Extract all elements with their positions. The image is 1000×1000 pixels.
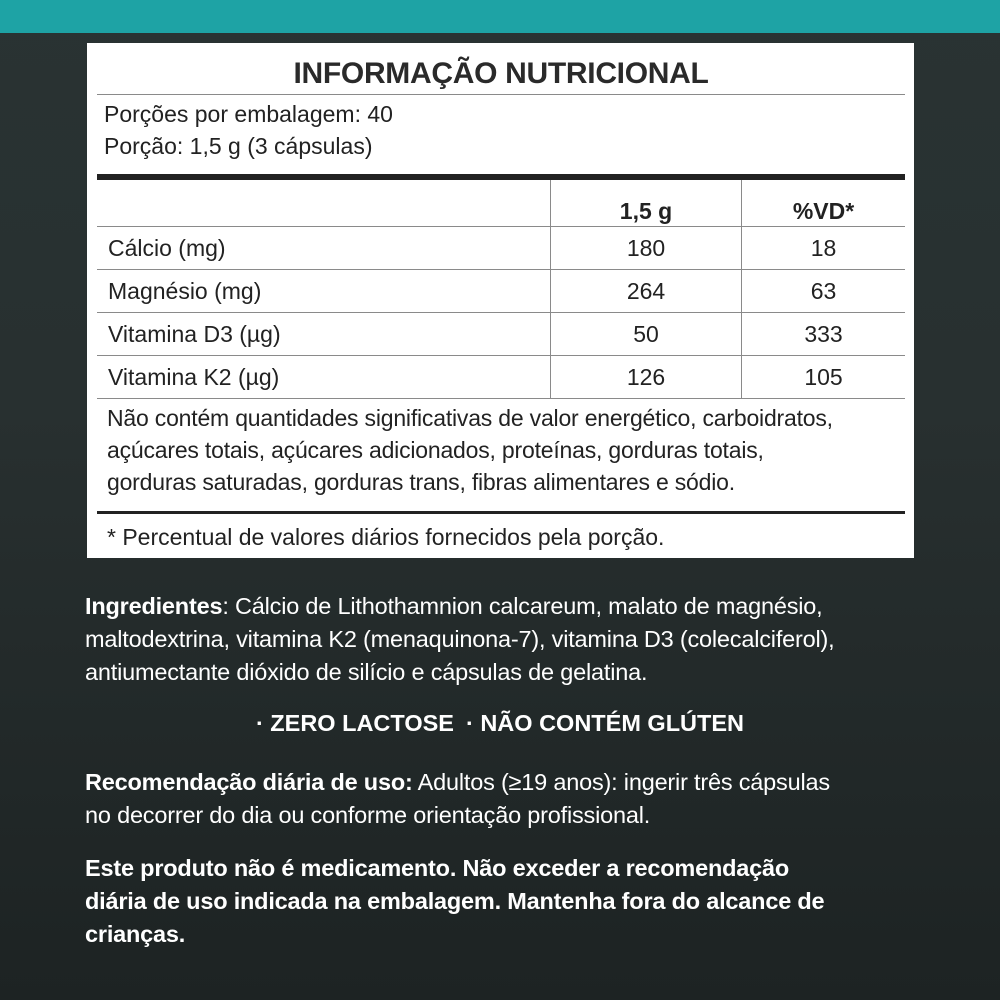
header-dv: %VD* [792, 198, 855, 224]
note-line: gorduras saturadas, gorduras trans, fibras alimentares e sódio. [107, 469, 735, 495]
nutrient-amount: 264 [551, 270, 742, 312]
tag-gluten-free: · NÃO CONTÉM GLÚTEN [465, 710, 745, 736]
nutrient-name: Vitamina K2 (µg) [97, 356, 551, 398]
ingredients-label: Ingredientes [85, 593, 223, 619]
table-row [97, 227, 905, 270]
table-note [97, 399, 905, 511]
table-title: INFORMAÇÃO NUTRICIONAL [97, 43, 905, 95]
recommendation-label: Recomendação diária de uso: [85, 769, 413, 795]
note-line: açúcares totais, açúcares adicionados, proteínas, gorduras totais, [107, 437, 764, 463]
serving-info [97, 95, 905, 174]
recommendation-line: no decorrer do dia ou conforme orientação profissional. [85, 802, 651, 828]
nutrition-facts-table [87, 43, 914, 558]
table-row [97, 270, 905, 313]
nutrient-dv: 333 [804, 320, 843, 347]
warning-line: Este produto não é medicamento. Não exceder a recomendação [85, 855, 790, 881]
servings-per-pack: Porções por embalagem: 40 [104, 101, 393, 127]
tag-zero-lactose: · ZERO LACTOSE [255, 710, 454, 736]
recommendation-text [85, 766, 915, 832]
table-footnote: * Percentual de valores diários fornecidos pela porção. [107, 524, 665, 550]
table-row [97, 356, 905, 399]
nutrient-name: Cálcio (mg) [97, 227, 551, 269]
ingredients-text [85, 590, 915, 689]
nutrient-dv: 18 [810, 234, 837, 261]
ingredients-line: maltodextrina, vitamina K2 (menaquinona-7), vitamina D3 (colecalciferol), [85, 626, 835, 652]
top-accent-bar [0, 0, 1000, 33]
table-row [97, 313, 905, 356]
nutrient-dv: 63 [810, 277, 837, 304]
nutrient-amount: 180 [551, 227, 742, 269]
nutrient-amount: 126 [551, 356, 742, 398]
nutrient-dv: 105 [804, 363, 843, 390]
header-nutrient [97, 180, 551, 226]
nutrient-amount: 50 [551, 313, 742, 355]
serving-size: Porção: 1,5 g (3 cápsulas) [104, 133, 373, 159]
nutrient-name: Magnésio (mg) [97, 270, 551, 312]
product-tags [0, 710, 1000, 737]
note-line: Não contém quantidades significativas de valor energético, carboidratos, [107, 405, 833, 431]
ingredients-line: : Cálcio de Lithothamnion calcareum, malato de magnésio, [222, 593, 823, 619]
header-amount: 1,5 g [551, 180, 742, 226]
table-header-row [97, 180, 905, 227]
warning-line: diária de uso indicada na embalagem. Mantenha fora do alcance de [85, 888, 825, 914]
ingredients-line: antiumectante dióxido de silício e cápsulas de gelatina. [85, 659, 648, 685]
warning-text [85, 852, 915, 951]
warning-line: crianças. [85, 921, 186, 947]
recommendation-line: Adultos (≥19 anos): ingerir três cápsulas [412, 769, 830, 795]
nutrient-name: Vitamina D3 (µg) [97, 313, 551, 355]
